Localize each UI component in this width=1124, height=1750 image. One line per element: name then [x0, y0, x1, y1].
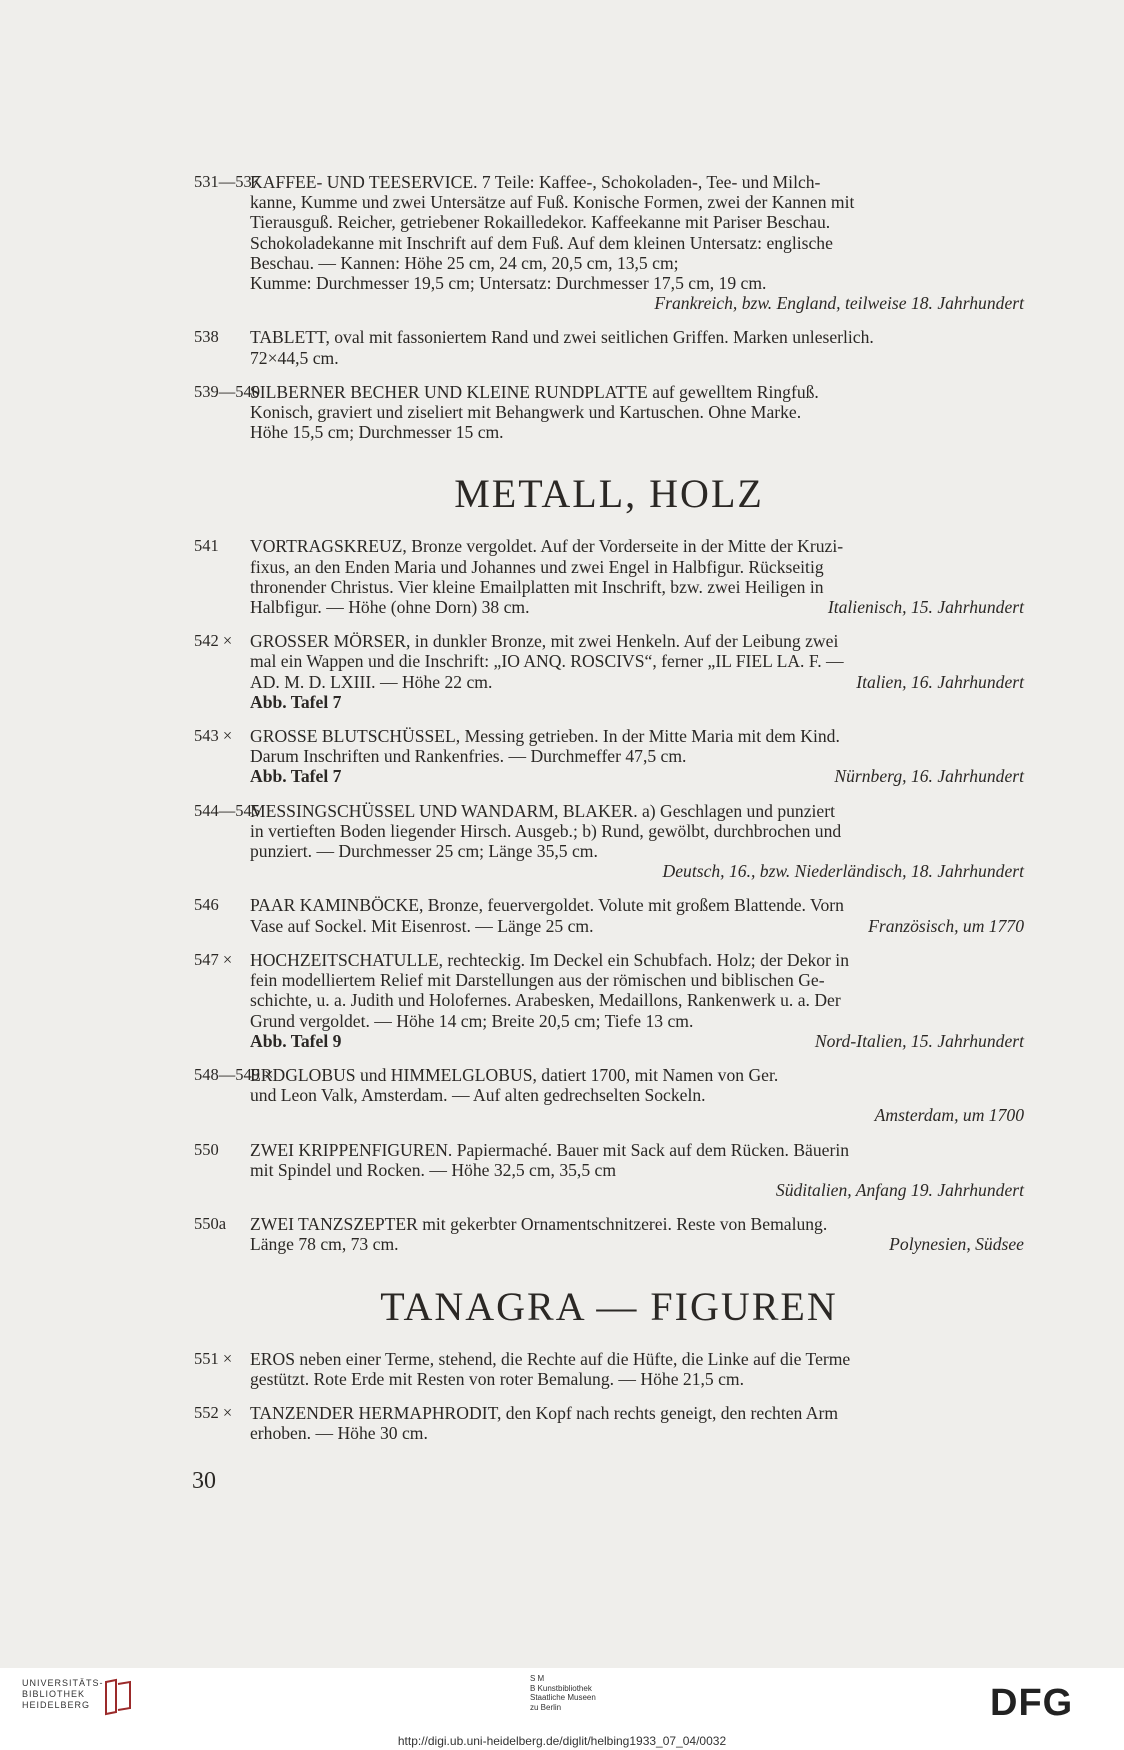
entry-text-line: Konisch, graviert und ziseliert mit Behangwerk und Kartuschen. Ohne Marke.: [250, 402, 802, 423]
entry-text-line: ZWEI TANZSZEPTER mit gekerbter Ornamentschnitzerei. Reste von Bemalung.: [250, 1214, 828, 1235]
entry-text-line: mal ein Wappen und die Inschrift: „IO ANQ. ROSCIVS“, ferner „IL FIEL LA. F. —: [250, 651, 844, 672]
entry-text-line: und Leon Valk, Amsterdam. — Auf alten gedrechselten Sockeln.: [250, 1085, 706, 1106]
entry-plate-line: [250, 1031, 1024, 1051]
catalog-content: [194, 172, 1024, 1457]
catalog-entry: [194, 1214, 1024, 1254]
entry-text-line: MESSINGSCHÜSSEL UND WANDARM, BLAKER. a) Geschlagen und punziert: [250, 800, 835, 821]
catalog-entry: [194, 950, 1024, 1051]
entry-text-line: schichte, u. a. Judith und Holofernes. Arabesken, Medaillons, Rankenwerk u. a. Der: [250, 990, 841, 1011]
entry-origin: Deutsch, 16., bzw. Niederländisch, 18. Jahrhundert: [662, 861, 1024, 882]
lot-number: 552 ×: [194, 1402, 233, 1422]
entry-text-line: EROS neben einer Terme, stehend, die Rechte auf die Hüfte, die Linke auf die Terme: [250, 1348, 851, 1369]
footer-bar: [0, 1668, 1124, 1750]
entry-last-line: [250, 916, 1024, 936]
page-number: 30: [192, 1468, 216, 1494]
lot-number: 539—540: [194, 381, 260, 401]
center-line-1: S M: [530, 1674, 545, 1683]
entry-text-line: fixus, an den Enden Maria und Johannes und zwei Engel in Halbfigur. Rückseitig: [250, 556, 824, 577]
plate-reference: Abb. Tafel 9: [250, 1030, 342, 1051]
lot-number: 531—537: [194, 172, 260, 191]
center-line-3: Staatliche Museen: [530, 1693, 596, 1702]
entry-text-line: Höhe 15,5 cm; Durchmesser 15 cm.: [250, 422, 504, 443]
entry-text-line: punziert. — Durchmesser 25 cm; Länge 35,5 cm.: [250, 841, 598, 862]
lot-number: 548—549 ×: [194, 1064, 274, 1084]
entry-text-line: fein modelliertem Relief mit Darstellungen aus der römischen und biblischen Ge-: [250, 970, 825, 991]
entry-last-line: [250, 672, 1024, 692]
kunstbibliothek-logo[interactable]: [530, 1674, 596, 1712]
entry-text-line: in vertieften Boden liegender Hirsch. Ausgeb.; b) Rund, gewölbt, durchbrochen und: [250, 820, 842, 841]
entry-text-line: Vase auf Sockel. Mit Eisenrost. — Länge 25 cm.: [250, 915, 594, 936]
entry-text-line: TABLETT, oval mit fassoniertem Rand und zwei seitlichen Griffen. Marken unleserlich.: [250, 327, 874, 348]
catalog-entry: [194, 536, 1024, 617]
lot-number: 544—545: [194, 800, 260, 820]
lot-number: 546: [194, 895, 219, 915]
dfg-logo[interactable]: DFG: [990, 1682, 1074, 1724]
permalink-url[interactable]: http://digi.ub.uni-heidelberg.de/diglit/helbing1933_07_04/0032: [397, 1734, 727, 1748]
entry-origin: Frankreich, bzw. England, teilweise 18. Jahrhundert: [654, 293, 1024, 314]
lot-number: 550: [194, 1139, 219, 1159]
lot-number: 551 ×: [194, 1348, 233, 1368]
entry-origin: Polynesien, Südsee: [889, 1234, 1024, 1255]
entry-text-line: mit Spindel und Rocken. — Höhe 32,5 cm, 35,5 cm: [250, 1159, 617, 1180]
entry-text-line: erhoben. — Höhe 30 cm.: [250, 1423, 428, 1444]
catalog-entry: [194, 1349, 1024, 1389]
catalog-entry: [194, 895, 1024, 935]
entry-last-line: [250, 1234, 1024, 1254]
entry-text-line: Länge 78 cm, 73 cm.: [250, 1234, 399, 1255]
entry-origin: Süditalien, Anfang 19. Jahrhundert: [775, 1179, 1024, 1200]
entry-text-line: KAFFEE- UND TEESERVICE. 7 Teile: Kaffee-, Schokoladen-, Tee- und Milch-: [250, 172, 821, 192]
uni-line-2: BIBLIOTHEK: [22, 1689, 86, 1699]
uni-line-3: HEIDELBERG: [22, 1700, 91, 1710]
entry-origin: Französisch, um 1770: [868, 915, 1024, 936]
catalog-entry: [194, 172, 1024, 313]
entry-plate-line: [250, 766, 1024, 786]
entry-text-line: AD. M. D. LXIII. — Höhe 22 cm.: [250, 671, 493, 692]
catalog-entry: [194, 382, 1024, 443]
entry-text-line: Halbfigur. — Höhe (ohne Dorn) 38 cm.: [250, 597, 530, 618]
plate-reference: Abb. Tafel 7: [250, 691, 342, 712]
section-heading-metall: METALL, HOLZ: [454, 471, 764, 517]
entry-text-line: ZWEI KRIPPENFIGUREN. Papiermaché. Bauer mit Sack auf dem Rücken. Bäuerin: [250, 1139, 850, 1160]
entry-text-line: SILBERNER BECHER UND KLEINE RUNDPLATTE auf gewelltem Ringfuß.: [250, 381, 819, 402]
entry-text-line: PAAR KAMINBÖCKE, Bronze, feuervergoldet. Volute mit großem Blattende. Vorn: [250, 895, 844, 916]
entry-origin: Italienisch, 15. Jahrhundert: [827, 597, 1024, 618]
lot-number: 541: [194, 536, 219, 556]
entry-last-line: [250, 597, 1024, 617]
catalog-entry: [194, 1403, 1024, 1443]
catalog-entry: [194, 631, 1024, 712]
lot-number: 550a: [194, 1214, 227, 1234]
entry-text-line: Schokoladekanne mit Inschrift auf dem Fuß. Auf dem kleinen Untersatz: englische: [250, 232, 833, 253]
entry-text-line: 72×44,5 cm.: [250, 347, 339, 368]
entry-text-line: Darum Inschriften und Rankenfries. — Durchmeffer 47,5 cm.: [250, 746, 687, 767]
entry-text-line: ERDGLOBUS und HIMMELGLOBUS, datiert 1700, mit Namen von Ger.: [250, 1064, 779, 1085]
catalog-entry: [194, 1065, 1024, 1126]
entry-text-line: Beschau. — Kannen: Höhe 25 cm, 24 cm, 20,5 cm, 13,5 cm;: [250, 252, 679, 273]
catalog-entry: [194, 1140, 1024, 1201]
lot-number: 547 ×: [194, 949, 233, 969]
entry-text-line: Grund vergoldet. — Höhe 14 cm; Breite 20,5 cm; Tiefe 13 cm.: [250, 1010, 694, 1031]
section-heading-tanagra: TANAGRA — FIGUREN: [380, 1283, 838, 1329]
lot-number: 538: [194, 327, 219, 347]
entry-origin: Nord-Italien, 15. Jahrhundert: [814, 1030, 1024, 1051]
catalog-entry: [194, 726, 1024, 787]
entry-origin: Italien, 16. Jahrhundert: [856, 671, 1024, 692]
entry-text-line: kanne, Kumme und zwei Untersätze auf Fuß. Konische Formen, zwei der Kannen mit: [250, 192, 855, 213]
lot-number: 542 ×: [194, 631, 233, 651]
center-line-4: zu Berlin: [530, 1702, 562, 1712]
entry-origin: Nürnberg, 16. Jahrhundert: [834, 766, 1024, 787]
plate-reference: Abb. Tafel 7: [250, 766, 342, 787]
entry-text-line: gestützt. Rote Erde mit Resten von roter Bemalung. — Höhe 21,5 cm.: [250, 1368, 744, 1389]
entry-text-line: GROSSE BLUTSCHÜSSEL, Messing getrieben. In der Mitte Maria mit dem Kind.: [250, 726, 840, 747]
entry-origin: Amsterdam, um 1700: [874, 1105, 1024, 1126]
entry-text-line: TANZENDER HERMAPHRODIT, den Kopf nach rechts geneigt, den rechten Arm: [250, 1402, 839, 1423]
entry-text-line: GROSSER MÖRSER, in dunkler Bronze, mit zwei Henkeln. Auf der Leibung zwei: [250, 631, 839, 652]
entry-text-line: thronender Christus. Vier kleine Emailplatten mit Inschrift, bzw. zwei Heiligen in: [250, 576, 824, 597]
university-library-logo[interactable]: [22, 1678, 104, 1711]
lot-number: 543 ×: [194, 726, 233, 746]
entry-text-line: HOCHZEITSCHATULLE, rechteckig. Im Deckel ein Schubfach. Holz; der Dekor in: [250, 949, 849, 970]
uni-line-1: UNIVERSITÄTS-: [22, 1678, 104, 1688]
catalog-entry: [194, 327, 1024, 367]
catalog-entry: [194, 801, 1024, 882]
entry-text-line: Kumme: Durchmesser 19,5 cm; Untersatz: Durchmesser 17,5 cm, 19 cm.: [250, 273, 767, 294]
center-line-2: B Kunstbibliothek: [530, 1683, 592, 1693]
entry-text-line: VORTRAGSKREUZ, Bronze vergoldet. Auf der Vorderseite in der Mitte der Kruzi-: [250, 536, 844, 557]
entry-text-line: Tierausguß. Reicher, getriebener Rokailledekor. Kaffeekanne mit Pariser Beschau.: [250, 212, 831, 233]
library-emblem-icon: [100, 1678, 134, 1716]
